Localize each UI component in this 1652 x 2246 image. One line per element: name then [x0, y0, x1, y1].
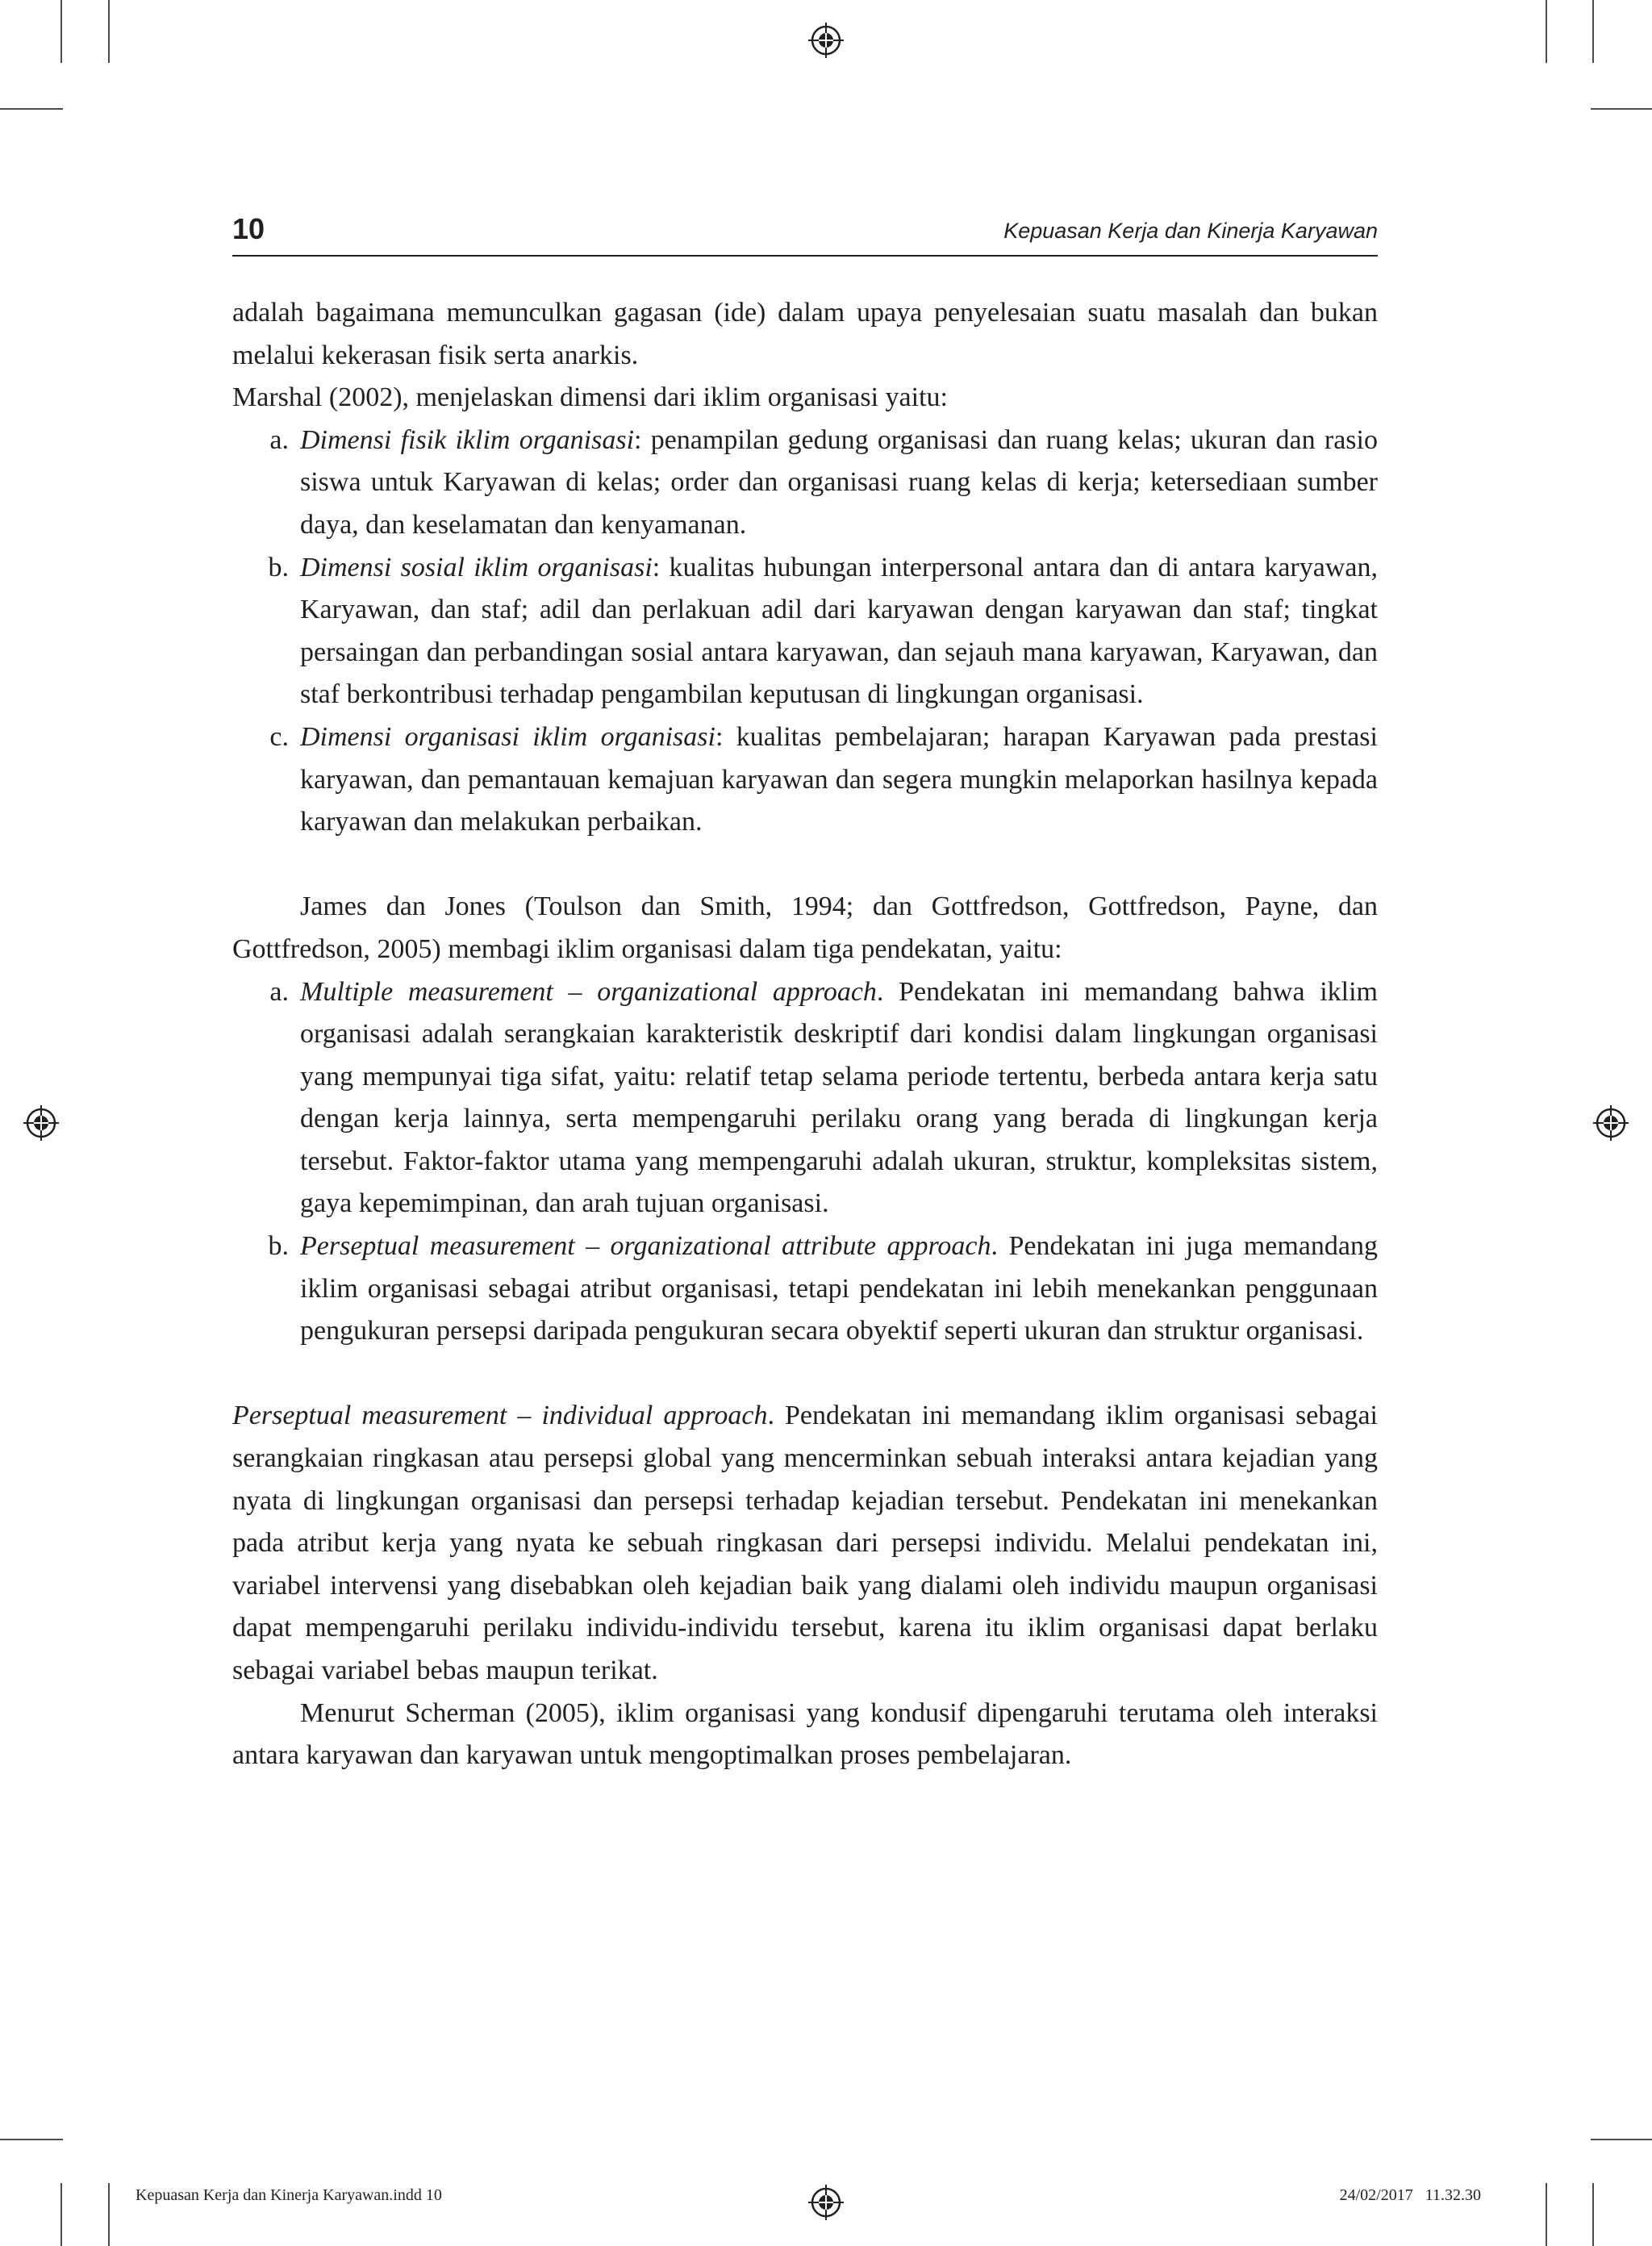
- registration-mark-icon: [1593, 1105, 1629, 1141]
- running-title: Kepuasan Kerja dan Kinerja Karyawan: [1003, 219, 1378, 243]
- list-item: [232, 420, 1378, 547]
- list-text: : kualitas pembelajaran; harapan Karyawan pada prestasi karyawan, dan pemantauan kemajuan karyawan dan segera mungkin melaporkan hasilnya kepada karyawan dan melakukan perbaikan.: [300, 721, 1378, 837]
- paragraph: [232, 1395, 1378, 1692]
- registration-mark-icon: [23, 1105, 59, 1141]
- list-term: Dimensi organisasi iklim organisasi: [300, 721, 715, 752]
- list-text: : kualitas hubungan interpersonal antara dan di antara karyawan, Karyawan, dan staf; adil dan perlakuan adil dari karyawan dengan karyawan dan staf; tingkat persaingan dan perbandingan sosial antara karyawan, dan sejauh mana karyawan, Karyawan, dan staf berkontribusi terhadap pengambilan keputusan di lingkungan organisasi.: [300, 552, 1378, 710]
- paragraph-text: . Pendekatan ini memandang iklim organisasi sebagai serangkaian ringkasan atau persepsi global yang mencerminkan sebuah interaksi antara kejadian yang nyata di lingkungan organisasi dan persepsi terhadap kejadian tersebut. Pendekatan ini menekankan pada atribut kerja yang nyata ke sebuah ringkasan dari persepsi individu. Melalui pendekatan ini, variabel intervensi yang disebabkan oleh kejadian baik yang dialami oleh individu maupun organisasi dapat mempengaruhi perilaku individu-individu tersebut, karena itu iklim organisasi dapat berlaku sebagai variabel bebas maupun terikat.: [232, 1401, 1378, 1685]
- crop-mark: [60, 2183, 62, 2246]
- crop-mark: [1546, 2183, 1547, 2246]
- list-marker: c.: [269, 721, 289, 752]
- list-term: Multiple measurement – organizational approach: [300, 976, 877, 1007]
- page-header: [232, 211, 1378, 257]
- footer-time: 11.32.30: [1425, 2186, 1481, 2204]
- footer-timestamp: [1340, 2185, 1481, 2206]
- list-item: [232, 716, 1378, 844]
- list-text: . Pendekatan ini memandang bahwa iklim organisasi adalah serangkaian karakteristik deskriptif dari kondisi dalam lingkungan organisasi yang mempunyai tiga sifat, yaitu: relatif tetap selama periode tertentu, berbeda antara kerja satu dengan kerja lainnya, serta mempengaruhi perilaku orang yang berada di lingkungan kerja tersebut. Faktor-faktor utama yang mempengaruhi adalah ukuran, struktur, kompleksitas sistem, gaya kepemimpinan, dan arah tujuan organisasi.: [300, 976, 1378, 1219]
- list-term: Perseptual measurement – organizational attribute approach: [300, 1231, 991, 1262]
- list-marker: a.: [269, 976, 289, 1007]
- list-marker: b.: [268, 1231, 289, 1262]
- dimension-list: [232, 420, 1378, 844]
- paragraph: adalah bagaimana memunculkan gagasan (ide) dalam upaya penyelesaian suatu masalah dan bukan melalui kekerasan fisik serta anarkis.: [232, 298, 1378, 370]
- page-number: 10: [232, 212, 265, 245]
- list-term: Dimensi sosial iklim organisasi: [300, 552, 653, 582]
- list-marker: b.: [268, 552, 289, 582]
- crop-mark: [60, 0, 62, 63]
- registration-mark-icon: [808, 23, 844, 58]
- crop-mark: [1592, 2183, 1594, 2246]
- list-text: : penampilan gedung organisasi dan ruang kelas; ukuran dan rasio siswa untuk Karyawan di kelas; order dan organisasi ruang kelas di kerja; ketersediaan sumber daya, dan keselamatan dan kenyamanan.: [300, 424, 1378, 540]
- crop-mark: [1546, 0, 1547, 63]
- paragraph: Menurut Scherman (2005), iklim organisasi yang kondusif dipengaruhi terutama oleh interaksi antara karyawan dan karyawan untuk mengoptimalkan proses pembelajaran.: [232, 1697, 1378, 1771]
- crop-mark: [0, 2139, 63, 2140]
- list-item: [232, 971, 1378, 1226]
- paragraph: James dan Jones (Toulson dan Smith, 1994; dan Gottfredson, Gottfredson, Payne, dan Gottfredson, 2005) membagi iklim organisasi dalam tiga pendekatan, yaitu:: [232, 891, 1378, 964]
- list-item: [232, 547, 1378, 716]
- body-text: [232, 292, 1378, 1777]
- list-text: . Pendekatan ini juga memandang iklim organisasi sebagai atribut organisasi, tetapi pendekatan ini lebih menekankan penggunaan pengukuran persepsi daripada pengukuran secara obyektif seperti ukuran dan struktur organisasi.: [300, 1231, 1378, 1346]
- crop-mark: [108, 0, 110, 63]
- footer-file-info: Kepuasan Kerja dan Kinerja Karyawan.indd 10: [136, 2186, 442, 2204]
- registration-mark-icon: [808, 2185, 844, 2220]
- crop-mark: [0, 108, 63, 110]
- list-item: [232, 1225, 1378, 1353]
- crop-mark: [1591, 108, 1652, 110]
- crop-mark: [108, 2183, 110, 2246]
- list-term: Dimensi fisik iklim organisasi: [300, 424, 635, 455]
- paragraph-term: Perseptual measurement – individual approach: [232, 1401, 768, 1431]
- crop-mark: [1592, 0, 1594, 63]
- list-marker: a.: [269, 424, 289, 455]
- crop-mark: [1591, 2139, 1652, 2140]
- footer-date: 24/02/2017: [1339, 2186, 1413, 2204]
- paragraph: Marshal (2002), menjelaskan dimensi dari iklim organisasi yaitu:: [232, 382, 948, 413]
- approach-list: [232, 971, 1378, 1353]
